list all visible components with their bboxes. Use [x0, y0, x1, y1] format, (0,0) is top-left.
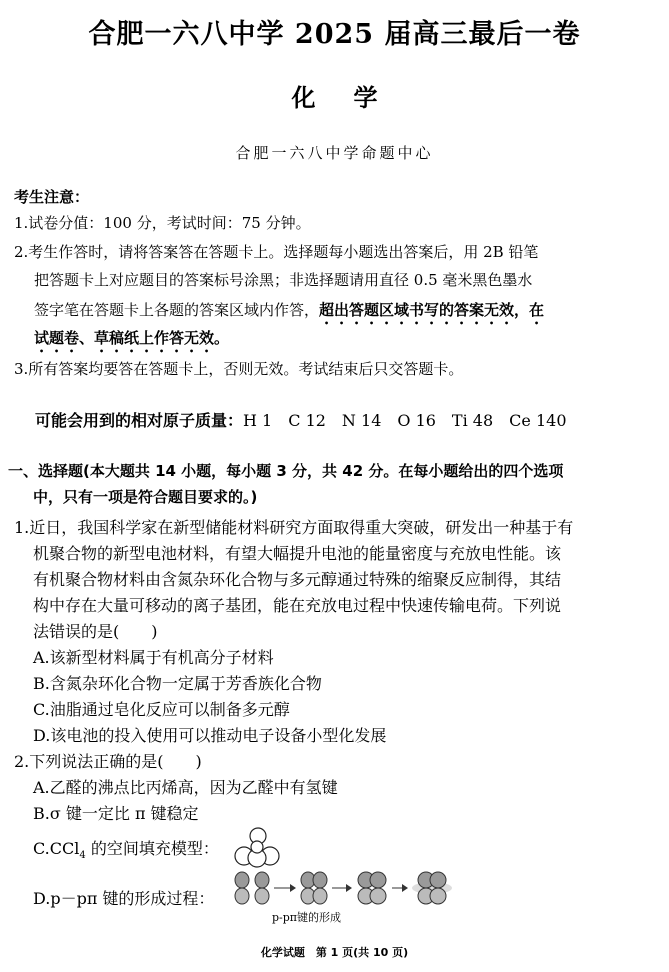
q1-option-c: C.油脂通过皂化反应可以制备多元醇 [33, 700, 290, 719]
p-p-pi-bond-diagram [228, 866, 454, 910]
p-orbital-pair-approaching [301, 872, 327, 904]
q1-stem-line-5: 法错误的是( ) [33, 622, 158, 641]
atomic-mass-label: 可能会用到的相对原子质量： [35, 411, 244, 430]
q1-option-a: A.该新型材料属于有机高分子材料 [33, 648, 274, 667]
q2-option-a: A.乙醛的沸点比丙烯高，因为乙醛中有氢键 [33, 778, 338, 797]
q1-stem-line-1: 1.近日，我国科学家在新型储能材料研究方面取得重大突破，研发出一种基于有 [14, 518, 574, 537]
notice-item-2-line-3-plain: 签字笔在答题卡上各题的答案区域内作答， [34, 301, 320, 319]
page-footer: 化学试题 第 1 页(共 10 页) [260, 946, 409, 959]
notice-heading: 考生注意： [14, 188, 90, 206]
arrow-2-icon [332, 884, 352, 892]
q2-stem: 2.下列说法正确的是( ) [14, 752, 202, 771]
pi-bond-formed [412, 872, 452, 904]
notice-item-2-line-4 [34, 326, 229, 356]
pi-bond-caption: p-pπ键的形成 [272, 911, 342, 924]
p-orbital-overlap [358, 872, 386, 904]
notice-item-2-line-2: 把答题卡上对应题目的答案标号涂黑；非选择题请用直径 0.5 毫米黑色墨水 [34, 271, 533, 289]
notice-item-1: 1.试卷分值：100 分，考试时间：75 分钟。 [14, 214, 311, 232]
section-heading-line-2: 中，只有一项是符合题目要求的。) [33, 488, 258, 506]
q1-option-b: B.含氮杂环化合物一定属于芳香族化合物 [33, 674, 322, 693]
q1-stem-line-4: 构中存在大量可移动的离子基团，能在充放电过程中快速传输电荷。下列说 [33, 596, 562, 615]
notice-emphasis-2: 试题卷、草稿纸上作答无效。 [34, 329, 230, 347]
q1-stem-line-2: 机聚合物的新型电池材料，有望大幅提升电池的能量密度与充放电性能。该 [33, 544, 562, 563]
notice-item-3: 3.所有答案均要答在答题卡上，否则无效。考试结束后只交答题卡。 [14, 360, 464, 378]
q2-option-b: B.σ 键一定比 π 键稳定 [33, 804, 199, 823]
q1-option-d: D.该电池的投入使用可以推动电子设备小型化发展 [33, 726, 387, 745]
q2-option-c-subscript: 4 [79, 850, 86, 862]
atomic-mass-line [35, 409, 567, 433]
atomic-mass-values: H 1 C 12 N 14 O 16 Ti 48 Ce 140 [243, 411, 567, 430]
ccl4-space-filling-model [234, 826, 280, 870]
q2-option-c-suffix: 的空间填充模型： [85, 839, 219, 858]
q2-option-d: D.p－pπ 键的形成过程： [33, 889, 215, 908]
arrow-1-icon [274, 884, 296, 892]
question-center: 合肥一六八中学命题中心 [235, 144, 434, 162]
c-atom-center [251, 841, 263, 853]
q2-option-c [33, 836, 219, 869]
notice-item-2-line-3 [34, 298, 544, 328]
subject-title: 化学 [291, 83, 416, 112]
q2-option-c-text: C.CCl [33, 839, 80, 858]
q1-stem-line-3: 有机聚合物材料由含氮杂环化合物与多元醇通过特殊的缩聚反应制得，其结 [33, 570, 562, 589]
arrow-3-icon [392, 884, 408, 892]
section-heading-line-1: 一、选择题(本大题共 14 小题，每小题 3 分，共 42 分。在每小题给出的四个选项 [8, 462, 564, 480]
notice-emphasis-1: 超出答题区域书写的答案无效，在 [319, 301, 545, 319]
p-orbital-pair-separated [235, 872, 269, 904]
notice-item-2-line-1: 2.考生作答时，请将答案答在答题卡上。选择题每小题选出答案后，用 2B 铅笔 [14, 243, 539, 261]
exam-title: 合肥一六八中学 2025 届高三最后一卷 [88, 19, 581, 50]
